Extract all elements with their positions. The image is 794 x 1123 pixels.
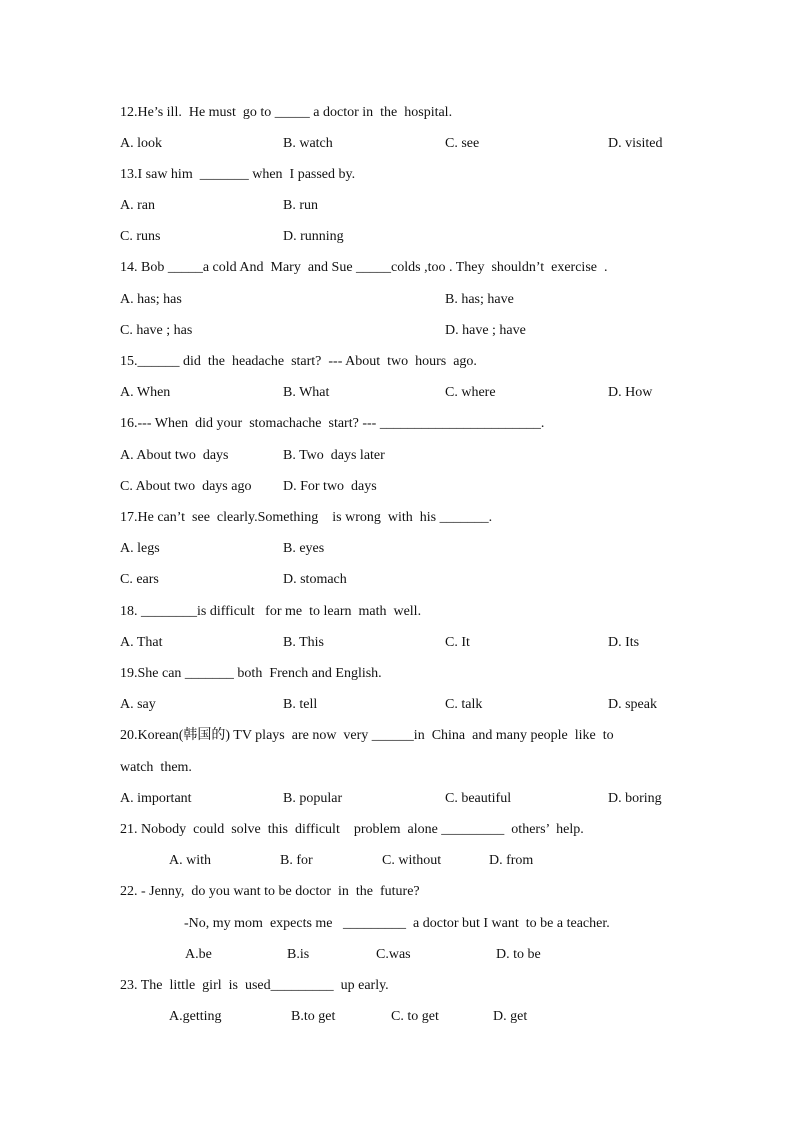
question-18-option-b: B. This <box>283 635 324 650</box>
question-19-stem: 19.She can _______ both French and English. <box>120 666 382 681</box>
question-14-option-b: B. has; have <box>445 292 514 307</box>
question-15-option-b: B. What <box>283 385 330 400</box>
question-13-option-a: A. ran <box>120 198 155 213</box>
question-18-stem: 18. ________is difficult for me to learn math well. <box>120 604 422 619</box>
question-12-stem: 12.He’s ill. He must go to _____ a doctor in the hospital. <box>120 105 453 120</box>
question-16-stem: 16.--- When did your stomachache start? --- _______________________. <box>120 416 545 431</box>
question-14-option-c: C. have ; has <box>120 323 193 338</box>
question-20-stem-continued: watch them. <box>120 760 192 775</box>
question-17-option-c: C. ears <box>120 572 159 587</box>
question-21-option-a: A. with <box>169 853 211 868</box>
question-22-stem: 22. - Jenny, do you want to be doctor in the future? <box>120 884 420 899</box>
question-17-stem: 17.He can’t see clearly.Something is wrong with his _______. <box>120 510 493 525</box>
question-14-option-d: D. have ; have <box>445 323 526 338</box>
question-16-option-d: D. For two days <box>283 479 377 494</box>
question-20-option-a: A. important <box>120 791 192 806</box>
question-20-option-b: B. popular <box>283 791 343 806</box>
question-19-option-d: D. speak <box>608 697 657 712</box>
question-21-option-c: C. without <box>382 853 442 868</box>
question-16-option-a: A. About two days <box>120 448 229 463</box>
question-12-option-c: C. see <box>445 136 480 151</box>
question-17-option-b: B. eyes <box>283 541 325 556</box>
question-12-option-a: A. look <box>120 136 162 151</box>
question-21-stem: 21. Nobody could solve this difficult problem alone _________ others’ help. <box>120 822 584 837</box>
question-23-option-a: A.getting <box>169 1009 222 1024</box>
question-13-option-d: D. running <box>283 229 344 244</box>
question-17-option-d: D. stomach <box>283 572 347 587</box>
question-23-option-c: C. to get <box>391 1009 439 1024</box>
question-15-option-c: C. where <box>445 385 496 400</box>
question-20-stem: 20.Korean(韩国的) TV plays are now very ______in China and many people like to <box>120 728 614 743</box>
question-15-option-a: A. When <box>120 385 171 400</box>
question-23-option-b: B.to get <box>291 1009 336 1024</box>
question-23-option-d: D. get <box>493 1009 528 1024</box>
question-22-option-c: C.was <box>376 947 411 962</box>
question-15-stem: 15.______ did the headache start? --- About two hours ago. <box>120 354 477 369</box>
question-13-option-b: B. run <box>283 198 318 213</box>
question-22-option-b: B.is <box>287 947 310 962</box>
question-18-option-d: D. Its <box>608 635 640 650</box>
question-21-option-d: D. from <box>489 853 534 868</box>
question-19-option-b: B. tell <box>283 697 318 712</box>
question-15-option-d: D. How <box>608 385 653 400</box>
question-21-option-b: B. for <box>280 853 313 868</box>
question-14-stem: 14. Bob _____a cold And Mary and Sue _____colds ,too . They shouldn’t exercise . <box>120 260 608 275</box>
question-13-option-c: C. runs <box>120 229 161 244</box>
question-16-option-b: B. Two days later <box>283 448 385 463</box>
question-16-option-c: C. About two days ago <box>120 479 252 494</box>
question-19-option-a: A. say <box>120 697 156 712</box>
question-12-option-d: D. visited <box>608 136 663 151</box>
question-20-option-c: C. beautiful <box>445 791 512 806</box>
question-19-option-c: C. talk <box>445 697 483 712</box>
question-22-option-d: D. to be <box>496 947 541 962</box>
question-18-option-a: A. That <box>120 635 163 650</box>
question-12-option-b: B. watch <box>283 136 333 151</box>
question-23-stem: 23. The little girl is used_________ up early. <box>120 978 389 993</box>
question-17-option-a: A. legs <box>120 541 160 556</box>
question-14-option-a: A. has; has <box>120 292 182 307</box>
question-22-stem-continued: -No, my mom expects me _________ a doctor but I want to be a teacher. <box>184 916 610 931</box>
question-13-stem: 13.I saw him _______ when I passed by. <box>120 167 356 182</box>
question-20-option-d: D. boring <box>608 791 662 806</box>
question-22-option-a: A.be <box>185 947 212 962</box>
question-18-option-c: C. It <box>445 635 470 650</box>
